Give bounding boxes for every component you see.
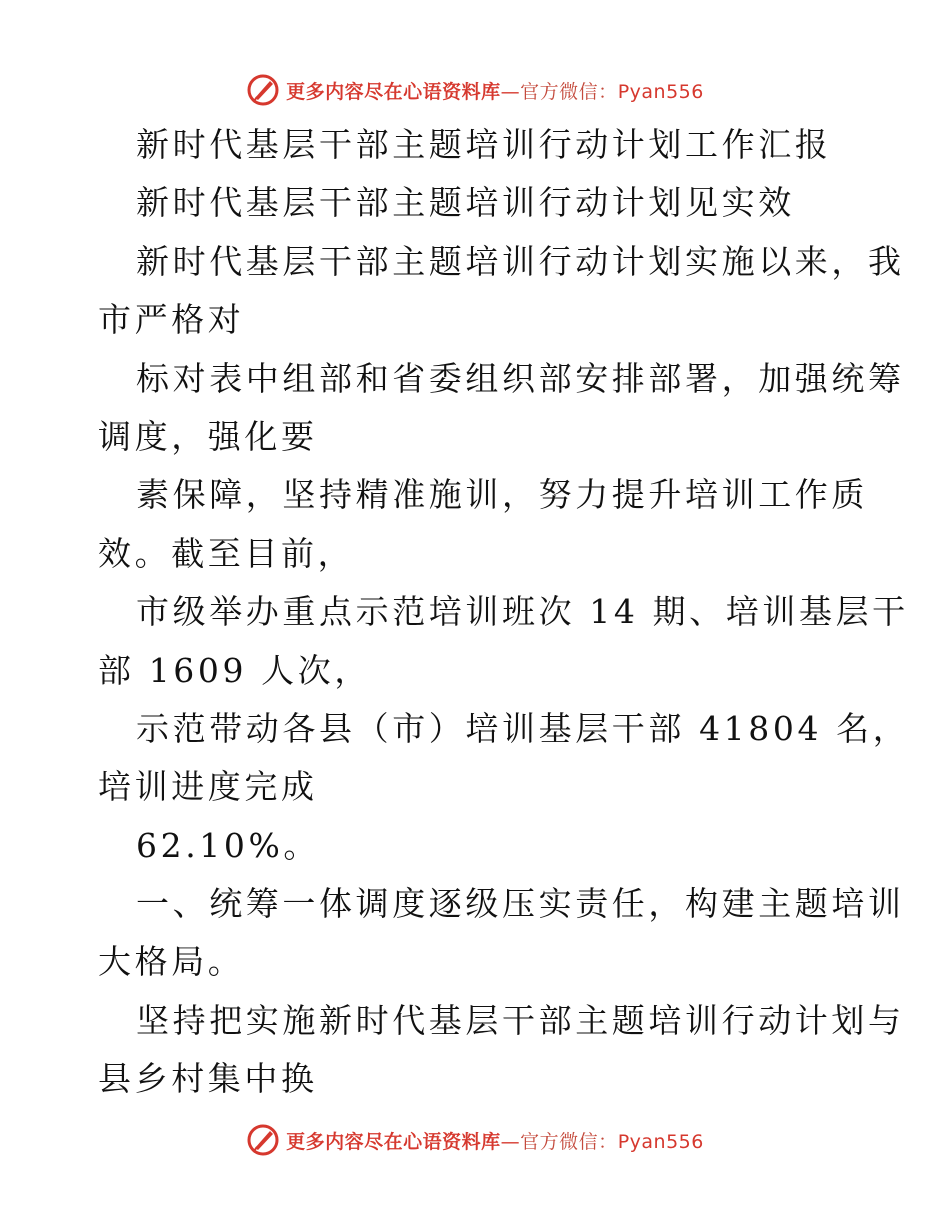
body-line: 大格局。 (98, 942, 245, 982)
watermark-text: 更多内容尽在心语资料库—官方微信：Pyan556 (286, 80, 704, 103)
body-line: 素保障，坚持精准施训，努力提升培训工作质 (136, 475, 868, 515)
body-line: 坚持把实施新时代基层干部主题培训行动计划与 (136, 1000, 905, 1040)
body-line: 市严格对 (98, 300, 245, 340)
body-line: 新时代基层干部主题培训行动计划工作汇报 (136, 125, 832, 164)
feather-pen-logo-icon (246, 1123, 280, 1157)
footer-watermark (0, 1120, 950, 1160)
body-line: 示范带动各县（市）培训基层干部 41804 名， (136, 708, 910, 748)
body-line: 市级举办重点示范培训班次 14 期、培训基层干 (136, 592, 909, 632)
body-line: 培训进度完成 (98, 767, 318, 807)
feather-pen-logo-icon (246, 73, 280, 107)
body-line: 标对表中组部和省委组织部安排部署，加强统筹 (136, 358, 905, 398)
body-line: 新时代基层干部主题培训行动计划实施以来，我 (136, 241, 905, 281)
body-line: 调度，强化要 (98, 416, 318, 456)
watermark-text: 更多内容尽在心语资料库—官方微信：Pyan556 (286, 1130, 704, 1153)
body-line: 效。截至目前， (98, 533, 355, 573)
body-line: 62.10%。 (136, 825, 321, 865)
header-watermark (0, 70, 950, 110)
body-line: 县乡村集中换 (98, 1059, 318, 1099)
body-line: 部 1609 人次， (98, 650, 371, 690)
body-line: 新时代基层干部主题培训行动计划见实效 (136, 183, 795, 223)
document-body (98, 116, 910, 1109)
body-line: 一、统筹一体调度逐级压实责任，构建主题培训 (136, 884, 905, 924)
